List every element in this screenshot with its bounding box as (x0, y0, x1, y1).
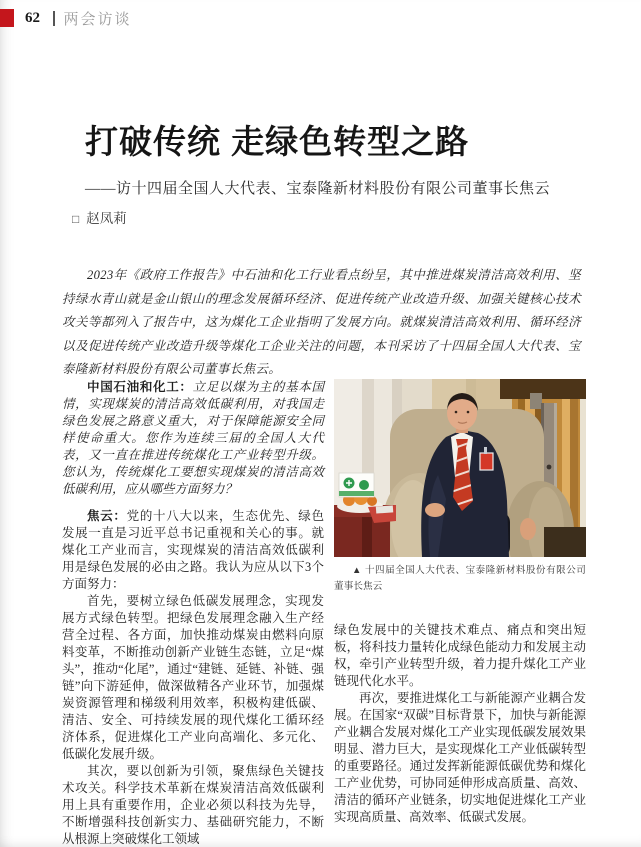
body-paragraph-first: 首先，要树立绿色低碳发展理念，实现发展方式绿色转型。把绿色发展理念融入生产经营全过程、各方面，加快推动煤炭由燃料向原料变革，不断推动创新产业链生态链，立足“煤头”，推动“化尾”，通过“建链、延链、补链、强链”向下游延伸，做深做精各产业环节，加强煤炭资源管理和梯级利用效率，积极构建低碳、清洁、安全、可持续发展的现代煤化工循环经济体系，促进煤化工产业向高端化、多元化、低碳化发展升级。 (62, 594, 324, 761)
chairman-photo (334, 379, 586, 557)
tissue-box (339, 473, 374, 497)
question-paragraph (62, 379, 324, 498)
running-head (0, 8, 132, 28)
interviewee-lead: 焦云： (87, 509, 127, 523)
author-box-glyph: □ (72, 212, 80, 226)
right-column (334, 379, 586, 847)
delegate-badge (480, 453, 493, 470)
article-subtitle: ——访十四届全国人大代表、宝泰隆新材料股份有限公司董事长焦云 (85, 181, 551, 197)
header-divider (53, 11, 55, 26)
interviewer-lead: 中国石油和化工： (87, 380, 193, 394)
continuation-paragraph: 绿色发展中的关键技术难点、痛点和突出短板，将科技力量转化成绿色能动力和发展主动权，牵引产业转型升级，着力提升煤化工产业链现代化水平。 (334, 623, 586, 688)
article-body (62, 379, 586, 847)
byline (72, 207, 127, 227)
left-hand (520, 518, 536, 540)
answer-text: 党的十八大以来，生态优先、绿色发展一直是习近平总书记重视和关心的事。就煤化工产业而言，实现煤炭的清洁高效低碳利用是绿色发展的必由之路。我认为应从以下3个方面努力： (62, 509, 324, 591)
right-hand (425, 503, 445, 517)
left-column (62, 379, 324, 847)
author-name: 赵凤莉 (86, 211, 127, 226)
body-paragraph-third: 再次，要推进煤化工与新能源产业耦合发展。在国家“双碳”目标背景下，加快与新能源产业耦合发展对煤化工产业实现低碳发展效果明显、潜力巨大，是实现煤化工产业低碳转型的重要路径。通过发挥新能源低碳优势和煤化工产业优势，可协同延伸形成高质量、高效、清洁的循环产业链条，切实地促进煤化工产业实现高质量、高效率、低碳式发展。 (334, 691, 586, 824)
photo-caption: ▲ 十四届全国人大代表、宝泰隆新材料股份有限公司董事长焦云 (334, 566, 586, 592)
right-column-text (334, 622, 586, 826)
article-title: 打破传统 走绿色转型之路 (85, 123, 470, 160)
folio-red-block (0, 9, 14, 27)
question-text: 立足以煤为主的基本国情，实现煤炭的清洁高效低碳利用，对我国走绿色发展之路意义重大，对于保障能源安全同样使命重大。您作为连续三届的全国人大代表，又一直在推进传统煤化工产业转型升级。您认为，传统煤化工要想实现煤炭的清洁高效低碳利用，应从哪些方面努力？ (62, 380, 324, 496)
answer-paragraph (62, 508, 324, 593)
page-number: 62 (25, 9, 40, 26)
body-paragraph-second: 其次，要以创新为引领，聚焦绿色关键技术攻关。科学技术革新在煤炭清洁高效低碳利用上具有重要作用，企业必须以科技为先导，不断增强科技创新实力、基础研究能力，不断从根源上突破煤化工领域 (62, 764, 324, 846)
intro-paragraph: 2023年《政府工作报告》中石油和化工行业看点纷呈，其中推进煤炭清洁高效利用、坚持绿水青山就是金山银山的理念发展循环经济、促进传统产业改造升级、加强关键核心技术攻关等都列入了报告中，这为煤化工企业指明了发展方向。就煤炭清洁高效利用、循环经济以及促进传统产业改造升级等煤化工企业关注的问题，本刊采访了十四届全国人大代表、宝泰隆新材料股份有限公司董事长焦云。 (62, 268, 581, 376)
section-title: 两会访谈 (63, 11, 132, 28)
